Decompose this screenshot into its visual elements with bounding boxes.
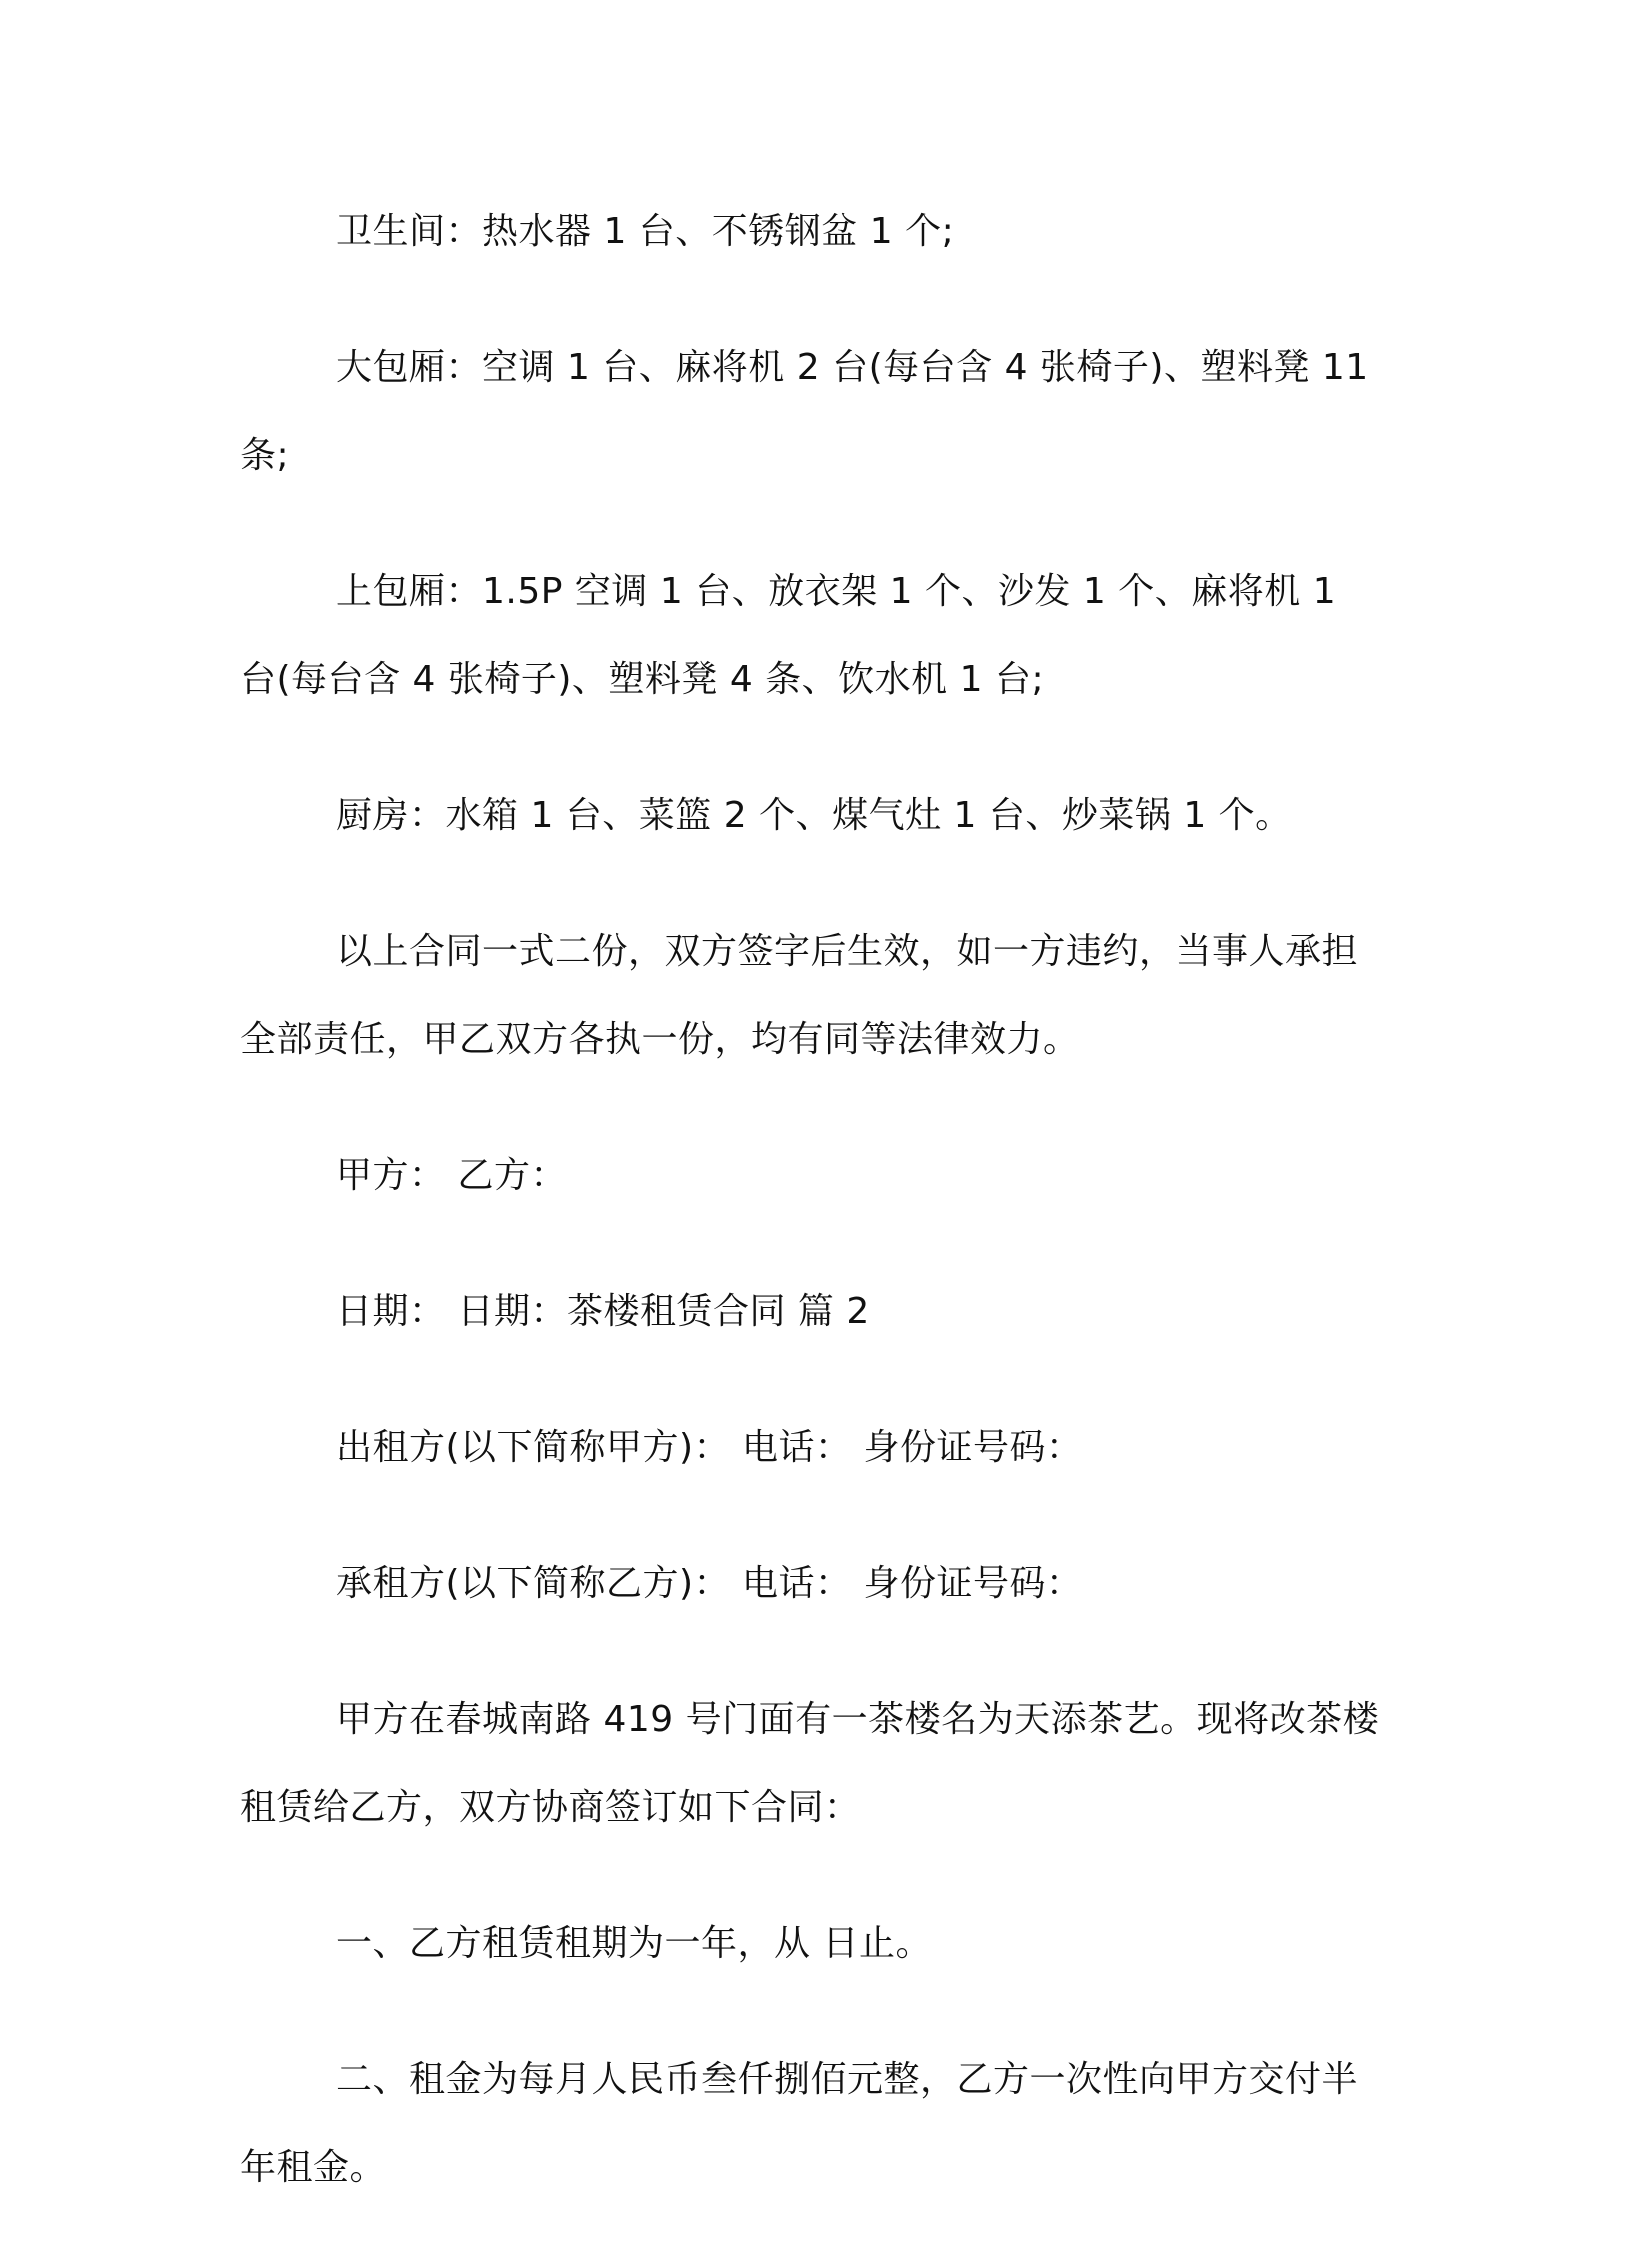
paragraph-contract-copies: 以上合同一式二份，双方签字后生效，如一方违约，当事人承担全部责任，甲乙双方各执一份，均有同等法律效力。 (240, 931, 1359, 1060)
paragraph-teahouse-description: 甲方在春城南路 419 号门面有一茶楼名为天添茶艺。现将改茶楼租赁给乙方，双方协商签订如下合同： (240, 1699, 1380, 1828)
paragraph-kitchen-items: 厨房：水箱 1 台、菜篮 2 个、煤气灶 1 台、炒菜锅 1 个。 (336, 795, 1292, 836)
document-body (240, 188, 1382, 2260)
paragraph-bathroom-items: 卫生间：热水器 1 台、不锈钢盆 1 个; (336, 211, 955, 252)
paragraph-rent-terms: 二、租金为每月人民币叁仟捌佰元整，乙方一次性向甲方交付半年租金。 (240, 2059, 1359, 2188)
paragraph-lessee-info: 承租方(以下简称乙方)： 电话： 身份证号码： (336, 1563, 1083, 1604)
paragraph-large-room-items: 大包厢：空调 1 台、麻将机 2 台(每台含 4 张椅子)、塑料凳 11 条; (240, 347, 1369, 476)
paragraph-party-signatures: 甲方： 乙方： (336, 1155, 567, 1196)
paragraph-dates-title: 日期： 日期：茶楼租赁合同 篇 2 (336, 1291, 870, 1332)
paragraph-upper-room-items: 上包厢：1.5P 空调 1 台、放衣架 1 个、沙发 1 个、麻将机 1 台(每台含 4 张椅子)、塑料凳 4 条、饮水机 1 台; (240, 571, 1337, 700)
paragraph-lease-term: 一、乙方租赁租期为一年，从 日止。 (336, 1923, 932, 1964)
paragraph-lessor-info: 出租方(以下简称甲方)： 电话： 身份证号码： (336, 1427, 1083, 1468)
